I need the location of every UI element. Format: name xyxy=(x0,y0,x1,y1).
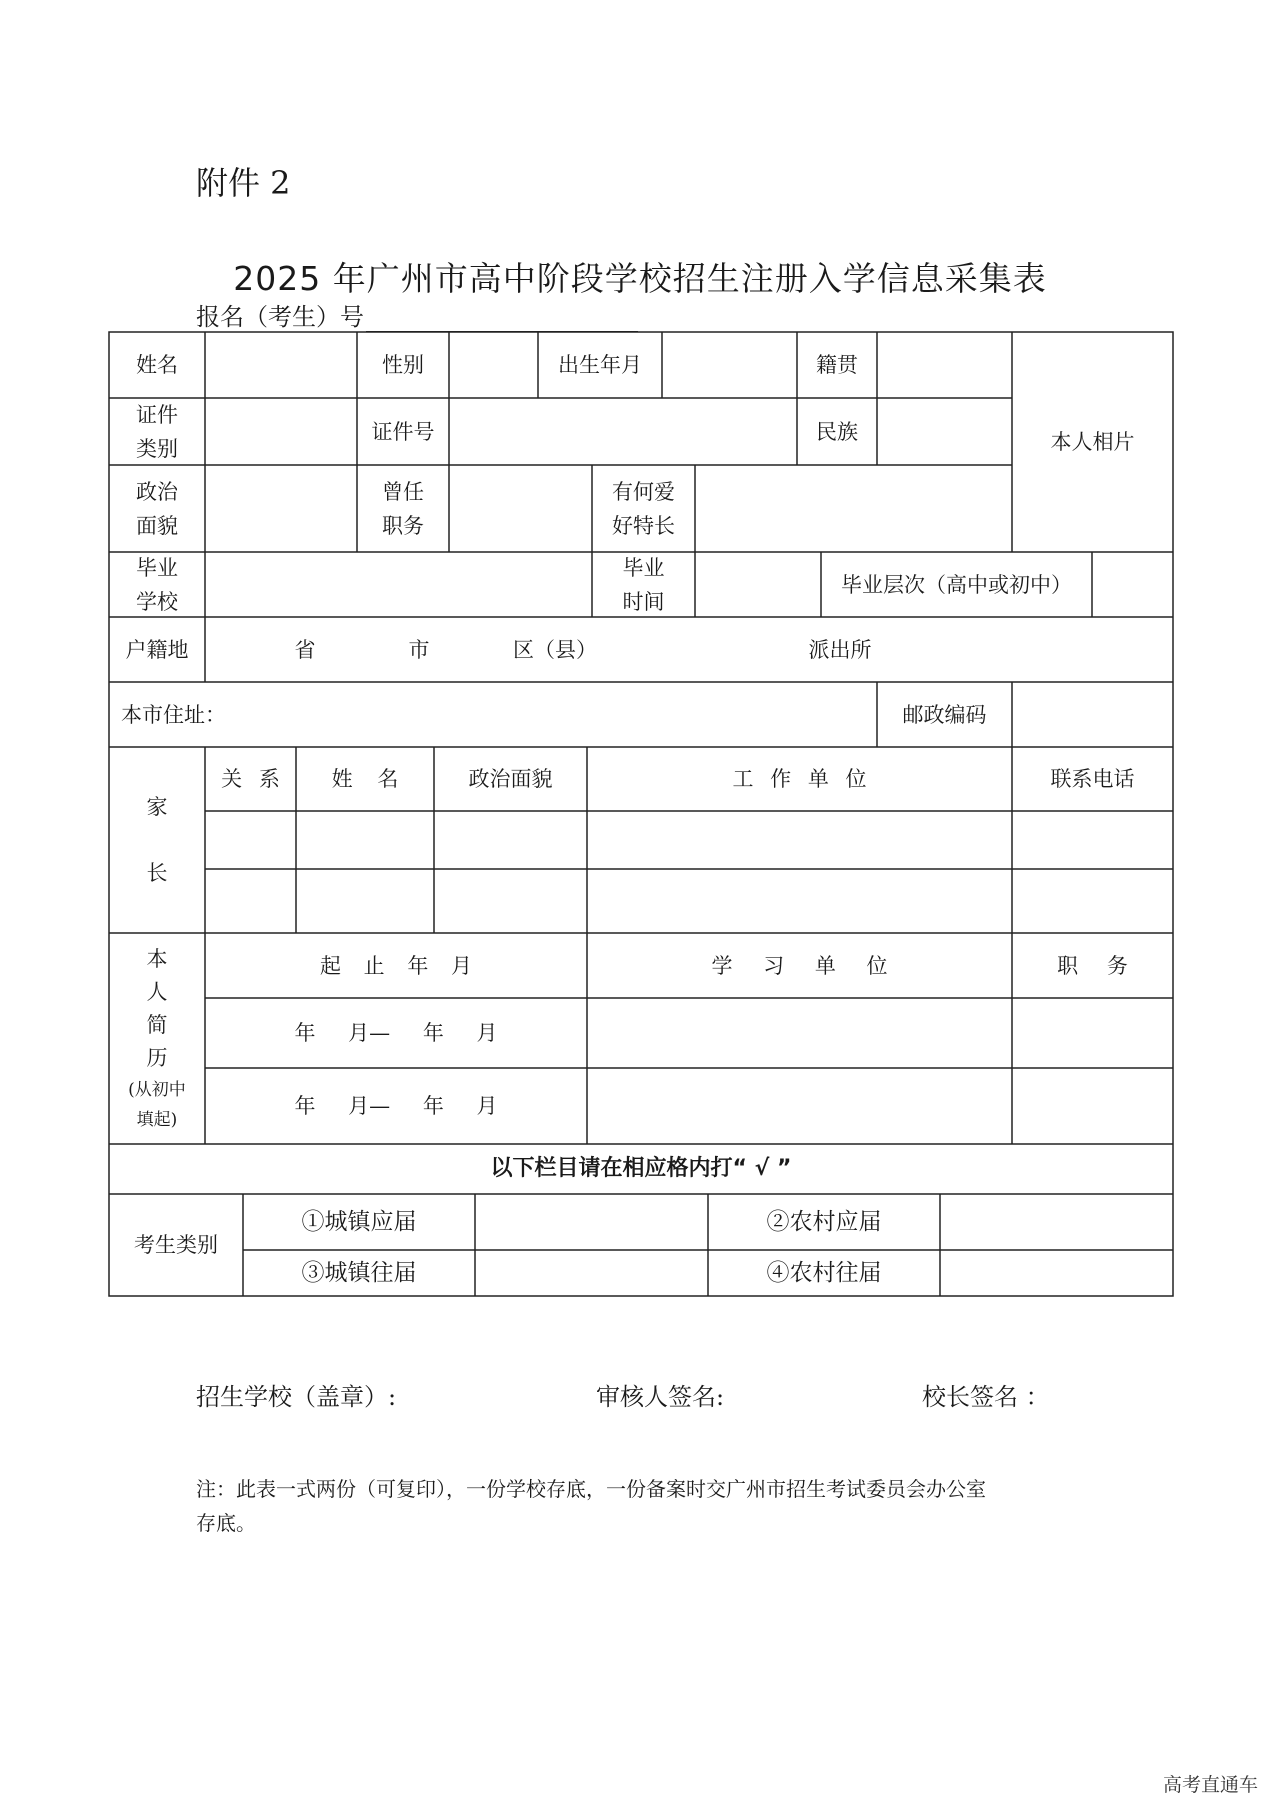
political-status-label-line2: 面貌 xyxy=(136,513,178,538)
parent-row-1[interactable] xyxy=(205,811,1173,869)
photo-label: 本人相片 xyxy=(1050,430,1135,454)
household-registration-label: 户籍地 xyxy=(125,637,189,662)
hobby-label-line2: 好特长 xyxy=(612,513,675,538)
hobby-label-line1: 有何爱 xyxy=(612,479,675,504)
parents-header-political: 政治面貌 xyxy=(468,767,553,791)
resume-section-label xyxy=(109,933,205,1144)
checkbox-rural-current[interactable] xyxy=(940,1194,1173,1250)
former-position-label-line2: 职务 xyxy=(382,513,424,538)
former-position-label xyxy=(357,465,449,552)
reviewer-signature-label: 审核人签名: xyxy=(596,1383,725,1411)
resume-header-position: 职 务 xyxy=(1057,953,1128,978)
resume-label-char-4: 历 xyxy=(146,1045,168,1070)
parents-header-name: 姓 名 xyxy=(331,767,399,791)
resume-header-period: 起 止 年 月 xyxy=(319,953,473,978)
birth-label: 出生年月 xyxy=(558,353,642,377)
native-place-label: 籍贯 xyxy=(816,353,858,377)
address-label: 本市住址： xyxy=(121,702,226,727)
candidate-category-label: 考生类别 xyxy=(134,1233,218,1257)
ethnicity-field[interactable] xyxy=(877,398,1012,465)
name-field[interactable] xyxy=(205,332,357,398)
parents-label-line2: 长 xyxy=(146,861,168,885)
postcode-label: 邮政编码 xyxy=(902,702,987,727)
name-label: 姓名 xyxy=(136,353,178,377)
id-type-field[interactable] xyxy=(205,398,357,465)
photo-box[interactable] xyxy=(1012,332,1173,552)
political-status-label-line1: 政治 xyxy=(136,479,178,504)
graduation-time-field[interactable] xyxy=(695,552,821,617)
graduation-school-label xyxy=(109,552,205,617)
option-urban-current: ①城镇应届 xyxy=(301,1209,417,1235)
check-instruction: 以下栏目请在相应格内打“ √ ” xyxy=(490,1156,792,1181)
graduation-school-label-line1: 毕业 xyxy=(136,555,178,580)
checkbox-urban-current[interactable] xyxy=(475,1194,708,1250)
native-place-field[interactable] xyxy=(877,332,1012,398)
birth-field[interactable] xyxy=(662,332,797,398)
resume-note-line2: 填起) xyxy=(136,1109,178,1130)
parent-row-2[interactable] xyxy=(205,869,1173,933)
former-position-label-line1: 曾任 xyxy=(382,479,424,504)
parents-section-label xyxy=(109,747,205,933)
ethnicity-label: 民族 xyxy=(816,419,858,444)
parents-header-relation: 关 系 xyxy=(221,767,280,791)
id-type-label-line2: 类别 xyxy=(136,436,178,461)
gender-label: 性别 xyxy=(382,353,424,377)
checkbox-urban-previous[interactable] xyxy=(475,1250,708,1296)
resume-label-char-2: 人 xyxy=(146,979,168,1004)
id-type-label-line1: 证件 xyxy=(136,402,178,427)
resume-note-line1: (从初中 xyxy=(128,1079,186,1100)
graduation-level-field[interactable] xyxy=(1092,552,1173,617)
id-type-label xyxy=(109,398,205,465)
resume-label-char-1: 本 xyxy=(146,946,168,971)
graduation-time-label xyxy=(592,552,695,617)
parents-header-phone: 联系电话 xyxy=(1050,767,1135,791)
political-status-label xyxy=(109,465,205,552)
option-rural-current: ②农村应届 xyxy=(766,1209,882,1235)
graduation-level-label: 毕业层次（高中或初中） xyxy=(841,572,1072,597)
option-rural-previous: ④农村往届 xyxy=(766,1260,882,1286)
parents-header-workplace: 工 作 单 位 xyxy=(732,767,867,791)
id-number-field[interactable] xyxy=(449,398,797,465)
police-station-label: 派出所 xyxy=(808,637,872,662)
gender-field[interactable] xyxy=(449,332,538,398)
note-line-1: 注：此表一式两份（可复印），一份学校存底，一份备案时交广州市招生考试委员会办公室 xyxy=(196,1477,986,1501)
graduation-school-field[interactable] xyxy=(205,552,592,617)
registration-number-label: 报名（考生）号 xyxy=(196,303,364,331)
resume-label-char-3: 简 xyxy=(146,1012,168,1037)
checkbox-rural-previous[interactable] xyxy=(940,1250,1173,1296)
graduation-time-label-line2: 时间 xyxy=(622,589,665,614)
postcode-field[interactable] xyxy=(1012,682,1173,747)
note-line-2: 存底。 xyxy=(196,1511,256,1535)
graduation-time-label-line1: 毕业 xyxy=(622,555,665,580)
hobby-field[interactable] xyxy=(695,465,1012,552)
province-label: 省 xyxy=(294,637,316,662)
id-number-label: 证件号 xyxy=(371,419,435,444)
page-title: 2025 年广州市高中阶段学校招生注册入学信息采集表 xyxy=(233,259,1047,298)
option-urban-previous: ③城镇往届 xyxy=(301,1260,417,1286)
attachment-label: 附件 2 xyxy=(196,164,291,202)
principal-signature-label: 校长签名 ： xyxy=(922,1383,1050,1411)
city-label: 市 xyxy=(408,637,430,662)
resume-row-2-period[interactable]: 年 月— 年 月 xyxy=(294,1094,498,1118)
resume-header-school: 学 习 单 位 xyxy=(711,953,888,978)
political-status-field[interactable] xyxy=(205,465,357,552)
district-label: 区（县） xyxy=(513,637,597,662)
parents-label-line1: 家 xyxy=(146,795,168,819)
school-seal-label: 招生学校（盖章）: xyxy=(196,1383,397,1411)
watermark: 高考直通车 xyxy=(1162,1774,1258,1796)
former-position-field[interactable] xyxy=(449,465,592,552)
address-field[interactable] xyxy=(109,682,877,747)
resume-row-1-period[interactable]: 年 月— 年 月 xyxy=(294,1021,498,1045)
hobby-label xyxy=(592,465,695,552)
graduation-school-label-line2: 学校 xyxy=(136,589,178,614)
